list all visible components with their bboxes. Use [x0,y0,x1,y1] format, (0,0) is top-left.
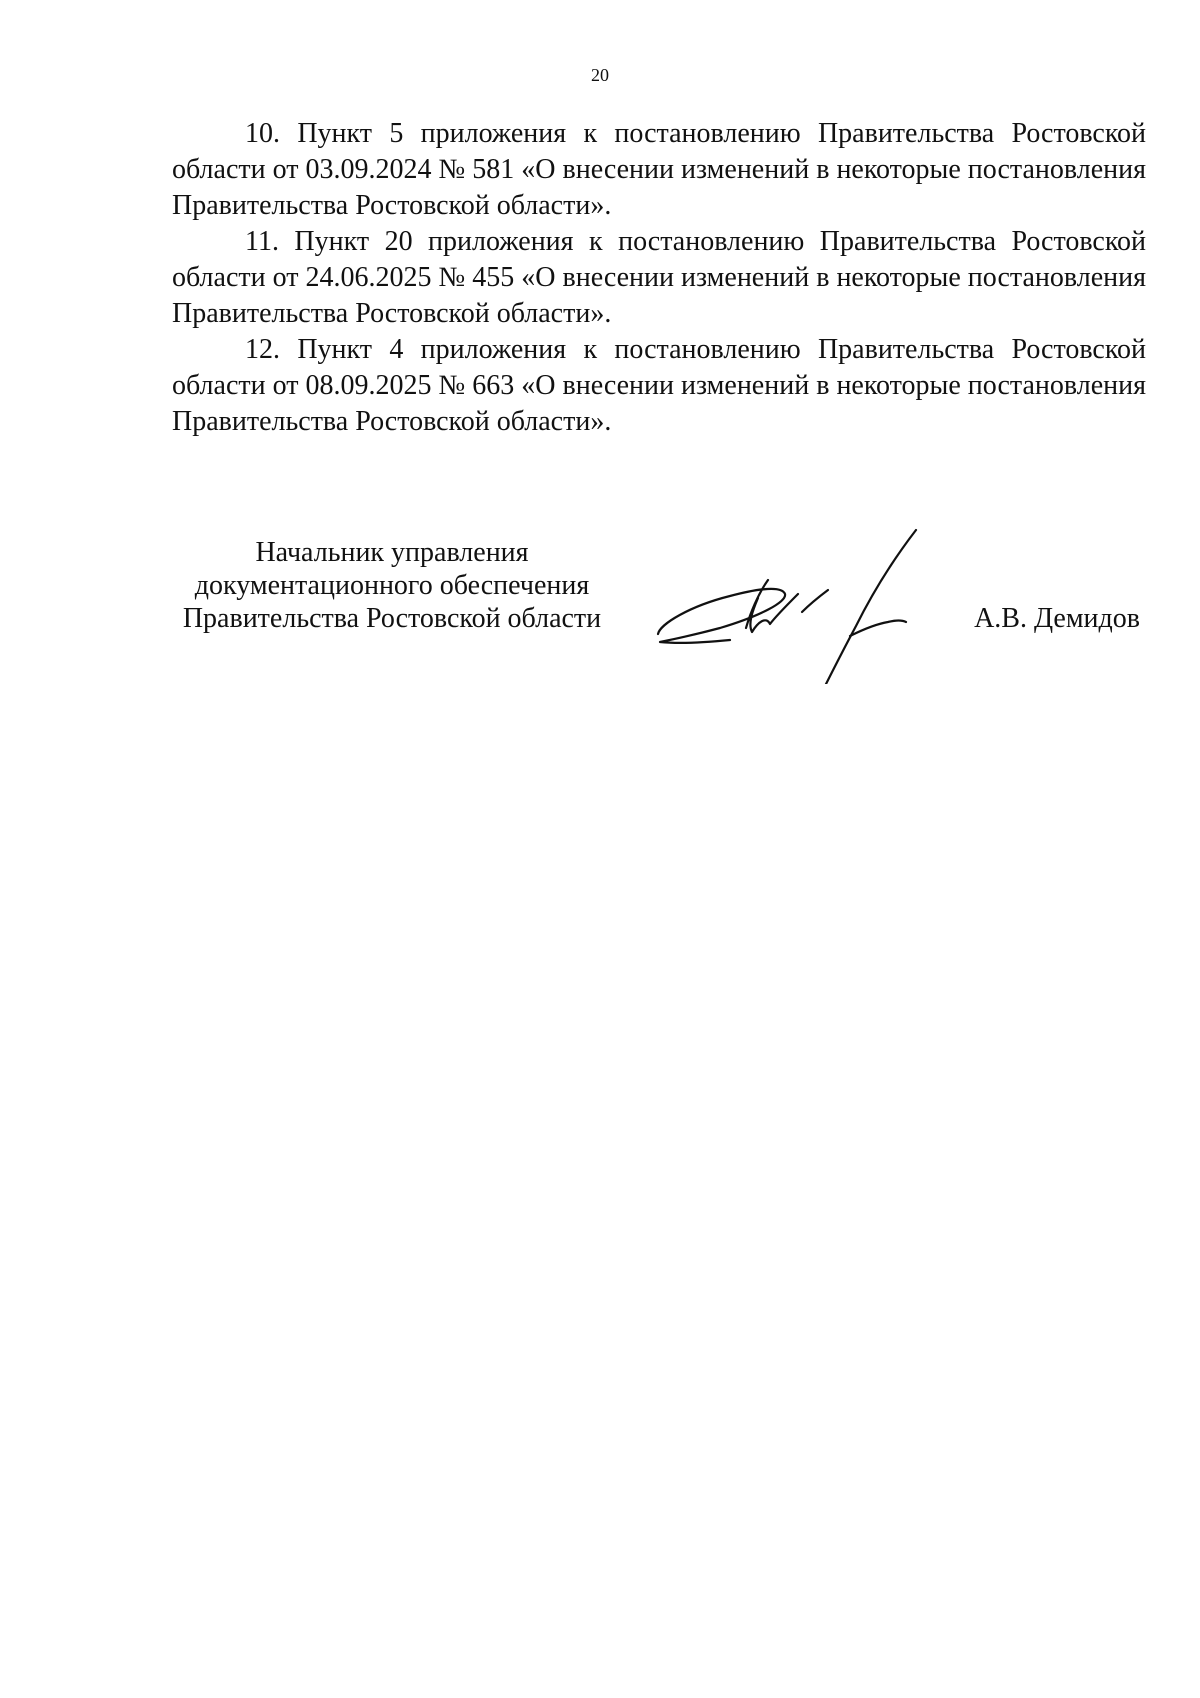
signer-position [172,536,612,635]
clause-12: 12. Пункт 4 приложения к постановлению Правительства Ростовской области от 08.09.2025 № 663 «О внесении изменений в некоторые постановления Правительства Ростовской области». [172,334,1146,437]
clause-10: 10. Пункт 5 приложения к постановлению Правительства Ростовской области от 03.09.2024 № 581 «О внесении изменений в некоторые постановления Правительства Ростовской области». [172,118,1146,221]
signer-position-line-3: Правительства Ростовской области [182,603,602,634]
signer-position-line-2: документационного обеспечения [194,570,590,601]
clause-11: 11. Пункт 20 приложения к постановлению Правительства Ростовской области от 24.06.2025 № 455 «О внесении изменений в некоторые постановления Правительства Ростовской области». [172,226,1146,329]
signer-position-line-1: Начальник управления [255,537,529,568]
page-number: 20 [591,65,609,85]
document-body [172,116,1146,440]
signature-block [172,536,1146,686]
signer-name: А.В. Демидов [974,603,1140,634]
handwritten-signature [650,524,950,684]
